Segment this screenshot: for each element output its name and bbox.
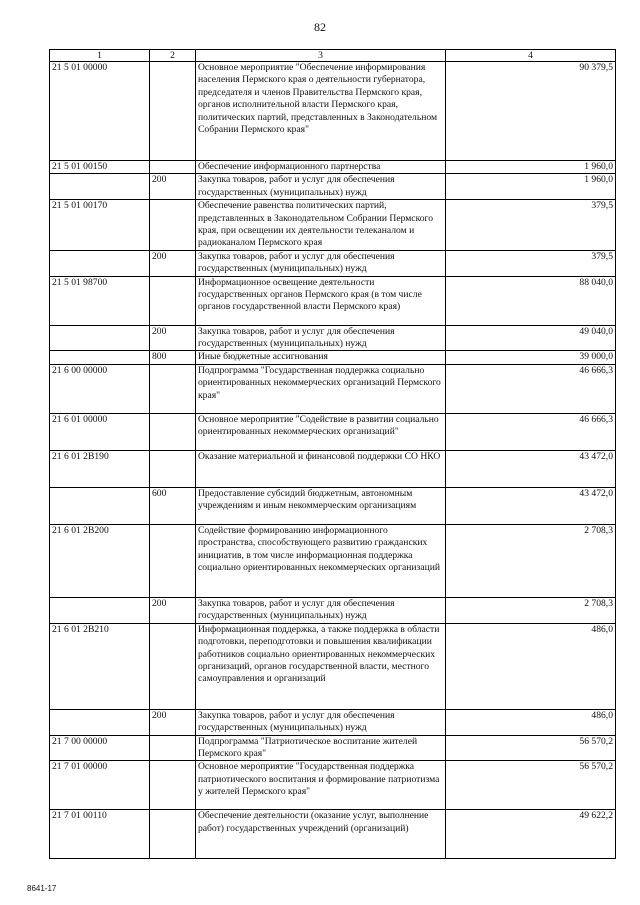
table-row (50, 623, 616, 709)
amount-cell: 56 570,2 (446, 761, 616, 810)
amount-cell: 88 040,0 (446, 276, 616, 325)
description-cell: Содействие формированию информационного пространства, способствующего развитию гражданских инициатив, в том числе информационная поддержка социально ориентированных некоммерческих организаций (196, 524, 446, 597)
expense-type-cell: 200 (150, 250, 196, 276)
amount-cell: 2 708,3 (446, 597, 616, 623)
description-cell: Обеспечение равенства политических партий, представленных в Законодательном Собрании Пермского края, при освещении их деятельности телеканалом и радиоканалом Пермского края (196, 200, 446, 251)
table-row (50, 524, 616, 597)
expense-type-cell (150, 62, 196, 161)
table-row (50, 364, 616, 413)
table-row (50, 325, 616, 351)
description-cell: Информационное освещение деятельности государственных органов Пермского края (в том числе органов государственной власти Пермского края) (196, 276, 446, 325)
amount-cell: 1 960,0 (446, 174, 616, 200)
table-row (50, 761, 616, 810)
budget-code-cell: 21 5 01 00000 (50, 62, 150, 161)
expense-type-cell: 600 (150, 487, 196, 524)
description-cell: Основное мероприятие "Государственная поддержка патриотического воспитания и формирование патриотизма у жителей Пермского края" (196, 761, 446, 810)
budget-code-cell (50, 597, 150, 623)
expense-type-cell (150, 735, 196, 761)
description-cell: Закупка товаров, работ и услуг для обеспечения государственных (муниципальных) нужд (196, 250, 446, 276)
budget-code-cell: 21 6 01 00000 (50, 413, 150, 450)
table-row (50, 62, 616, 161)
document-code: 8641-17 (27, 884, 57, 893)
budget-code-cell: 21 5 01 00170 (50, 200, 150, 251)
budget-code-cell: 21 7 01 00000 (50, 761, 150, 810)
amount-cell: 49 622,2 (446, 810, 616, 859)
description-cell: Закупка товаров, работ и услуг для обеспечения государственных (муниципальных) нужд (196, 325, 446, 351)
header-col-3: 3 (196, 50, 446, 62)
table-row (50, 450, 616, 487)
table-row (50, 597, 616, 623)
budget-table (49, 49, 616, 859)
description-cell: Обеспечение информационного партнерства (196, 161, 446, 174)
table-row (50, 709, 616, 735)
description-cell: Иные бюджетные ассигнования (196, 351, 446, 364)
expense-type-cell (150, 413, 196, 450)
description-cell: Обеспечение деятельности (оказание услуг, выполнение работ) государственных учреждений (организаций) (196, 810, 446, 859)
budget-code-cell (50, 250, 150, 276)
expense-type-cell: 800 (150, 351, 196, 364)
table-row (50, 161, 616, 174)
description-cell: Основное мероприятие "Обеспечение информирования населения Пермского края о деятельности губернатора, председателя и членов Правительства Пермского края, органов исполнительной власти Пермского края, политических партий, представленных в Законодательном Собрании Пермского края" (196, 62, 446, 161)
expense-type-cell: 200 (150, 325, 196, 351)
table-header-row (50, 50, 616, 62)
description-cell: Закупка товаров, работ и услуг для обеспечения государственных (муниципальных) нужд (196, 597, 446, 623)
table-row (50, 487, 616, 524)
expense-type-cell (150, 450, 196, 487)
amount-cell: 486,0 (446, 709, 616, 735)
table-row (50, 351, 616, 364)
amount-cell: 46 666,3 (446, 413, 616, 450)
header-col-2: 2 (150, 50, 196, 62)
budget-code-cell: 21 6 01 2В210 (50, 623, 150, 709)
amount-cell: 46 666,3 (446, 364, 616, 413)
description-cell: Закупка товаров, работ и услуг для обеспечения государственных (муниципальных) нужд (196, 709, 446, 735)
budget-code-cell (50, 351, 150, 364)
description-cell: Подпрограмма "Государственная поддержка социально ориентированных некоммерческих организаций Пермского края" (196, 364, 446, 413)
budget-code-cell: 21 6 00 00000 (50, 364, 150, 413)
description-cell: Закупка товаров, работ и услуг для обеспечения государственных (муниципальных) нужд (196, 174, 446, 200)
expense-type-cell: 200 (150, 174, 196, 200)
header-col-1: 1 (50, 50, 150, 62)
budget-code-cell: 21 5 01 00150 (50, 161, 150, 174)
description-cell: Основное мероприятие "Содействие в развитии социально ориентированных некоммерческих организаций" (196, 413, 446, 450)
amount-cell: 2 708,3 (446, 524, 616, 597)
header-col-4: 4 (446, 50, 616, 62)
description-cell: Предоставление субсидий бюджетным, автономным учреждениям и иным некоммерческим организациям (196, 487, 446, 524)
table-row (50, 174, 616, 200)
amount-cell: 56 570,2 (446, 735, 616, 761)
amount-cell: 49 040,0 (446, 325, 616, 351)
table-row (50, 735, 616, 761)
amount-cell: 486,0 (446, 623, 616, 709)
expense-type-cell (150, 761, 196, 810)
table-row (50, 200, 616, 251)
budget-code-cell (50, 709, 150, 735)
expense-type-cell (150, 276, 196, 325)
table-row (50, 276, 616, 325)
budget-code-cell: 21 7 00 00000 (50, 735, 150, 761)
expense-type-cell (150, 200, 196, 251)
amount-cell: 379,5 (446, 200, 616, 251)
table-row (50, 810, 616, 859)
expense-type-cell: 200 (150, 709, 196, 735)
amount-cell: 39 000,0 (446, 351, 616, 364)
budget-code-cell: 21 6 01 2В200 (50, 524, 150, 597)
budget-code-cell (50, 487, 150, 524)
budget-code-cell: 21 5 01 98700 (50, 276, 150, 325)
expense-type-cell (150, 623, 196, 709)
table-row (50, 250, 616, 276)
description-cell: Оказание материальной и финансовой поддержки СО НКО (196, 450, 446, 487)
expense-type-cell (150, 364, 196, 413)
amount-cell: 1 960,0 (446, 161, 616, 174)
expense-type-cell (150, 161, 196, 174)
amount-cell: 43 472,0 (446, 487, 616, 524)
budget-code-cell: 21 7 01 00110 (50, 810, 150, 859)
expense-type-cell: 200 (150, 597, 196, 623)
expense-type-cell (150, 810, 196, 859)
description-cell: Информационная поддержка, а также поддержка в области подготовки, переподготовки и повышения квалификации работников социально ориентированных некоммерческих организаций, органов государственной власти, местного самоуправления и организаций (196, 623, 446, 709)
amount-cell: 43 472,0 (446, 450, 616, 487)
expense-type-cell (150, 524, 196, 597)
table-row (50, 413, 616, 450)
budget-code-cell (50, 325, 150, 351)
amount-cell: 90 379,5 (446, 62, 616, 161)
amount-cell: 379,5 (446, 250, 616, 276)
budget-code-cell: 21 6 01 2В190 (50, 450, 150, 487)
description-cell: Подпрограмма "Патриотическое воспитание жителей Пермского края" (196, 735, 446, 761)
budget-code-cell (50, 174, 150, 200)
page-number: 82 (314, 20, 326, 34)
